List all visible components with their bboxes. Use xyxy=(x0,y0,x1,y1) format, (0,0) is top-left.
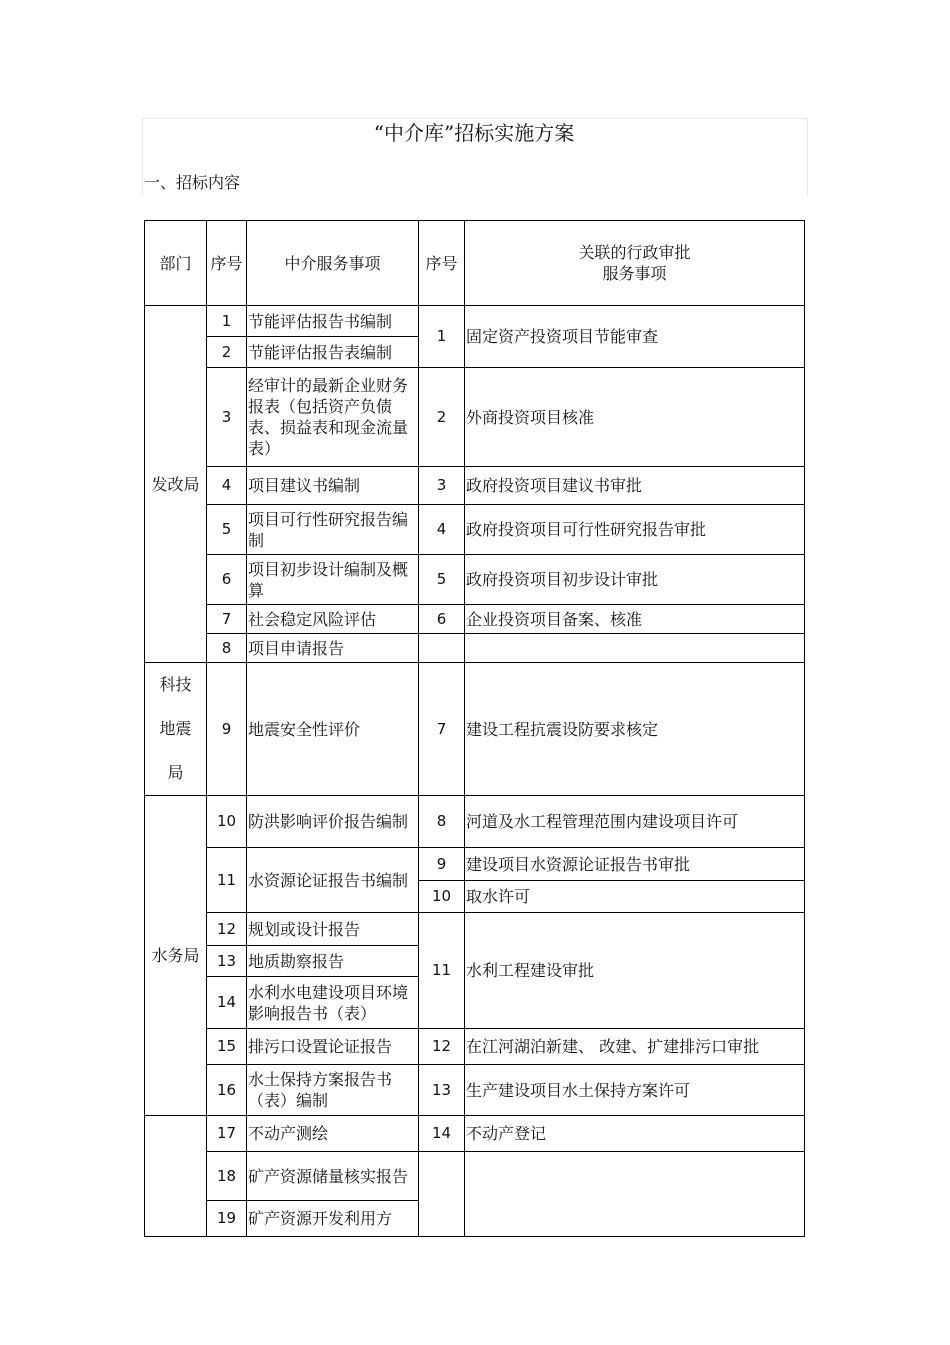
service-number: 14 xyxy=(207,977,247,1029)
approval-item: 政府投资项目建议书审批 xyxy=(465,467,805,505)
service-number: 10 xyxy=(207,796,247,848)
approval-number: 8 xyxy=(419,796,465,848)
dept-cell: 发改局 xyxy=(145,306,207,663)
service-number: 2 xyxy=(207,337,247,368)
service-item: 节能评估报告书编制 xyxy=(247,306,419,337)
service-table xyxy=(144,220,805,1237)
approval-number: 9 xyxy=(419,848,465,881)
approval-item: 外商投资项目核准 xyxy=(465,368,805,467)
approval-item: 政府投资项目可行性研究报告审批 xyxy=(465,505,805,555)
service-item: 矿产资源储量核实报告 xyxy=(247,1152,419,1201)
service-item: 地质勘察报告 xyxy=(247,946,419,977)
approval-item-empty xyxy=(465,1152,805,1237)
service-number: 17 xyxy=(207,1116,247,1152)
service-item: 经审计的最新企业财务报表（包括资产负债表、损益表和现金流量表） xyxy=(247,368,419,467)
table-row xyxy=(145,1029,805,1065)
approval-number: 12 xyxy=(419,1029,465,1065)
table-row xyxy=(145,848,805,881)
section-heading: 一、招标内容 xyxy=(144,173,241,192)
service-number: 12 xyxy=(207,913,247,946)
service-item: 不动产测绘 xyxy=(247,1116,419,1152)
approval-item: 建设项目水资源论证报告书审批 xyxy=(465,848,805,881)
header-approval xyxy=(465,221,805,306)
approval-item: 企业投资项目备案、核准 xyxy=(465,605,805,634)
table-row xyxy=(145,605,805,634)
service-item: 防洪影响评价报告编制 xyxy=(247,796,419,848)
service-item: 项目申请报告 xyxy=(247,634,419,663)
table-row xyxy=(145,663,805,796)
service-number: 9 xyxy=(207,663,247,796)
service-item: 项目建议书编制 xyxy=(247,467,419,505)
dept-name-line1: 科技 xyxy=(159,675,192,694)
approval-item: 河道及水工程管理范围内建设项目许可 xyxy=(465,796,805,848)
table-row xyxy=(145,1152,805,1201)
service-number: 7 xyxy=(207,605,247,634)
approval-number-empty xyxy=(419,1152,465,1237)
header-service: 中介服务事项 xyxy=(247,221,419,306)
service-number: 3 xyxy=(207,368,247,467)
service-number: 5 xyxy=(207,505,247,555)
approval-number: 4 xyxy=(419,505,465,555)
table-row xyxy=(145,555,805,605)
approval-item: 不动产登记 xyxy=(465,1116,805,1152)
service-item: 规划或设计报告 xyxy=(247,913,419,946)
approval-number: 13 xyxy=(419,1065,465,1116)
service-item: 水土保持方案报告书（表）编制 xyxy=(247,1065,419,1116)
approval-number: 3 xyxy=(419,467,465,505)
table-row xyxy=(145,796,805,848)
approval-item-empty xyxy=(465,634,805,663)
approval-item: 取水许可 xyxy=(465,881,805,913)
header-dept: 部门 xyxy=(145,221,207,306)
approval-number: 1 xyxy=(419,306,465,368)
header-seq-2: 序号 xyxy=(419,221,465,306)
approval-number: 7 xyxy=(419,663,465,796)
service-number: 13 xyxy=(207,946,247,977)
table-row xyxy=(145,368,805,467)
service-number: 11 xyxy=(207,848,247,913)
service-number: 15 xyxy=(207,1029,247,1065)
approval-number-empty xyxy=(419,634,465,663)
table-row xyxy=(145,306,805,337)
approval-number: 10 xyxy=(419,881,465,913)
header-seq: 序号 xyxy=(207,221,247,306)
service-number: 16 xyxy=(207,1065,247,1116)
dept-cell: 水务局 xyxy=(145,796,207,1116)
service-item: 水资源论证报告书编制 xyxy=(247,848,419,913)
approval-item: 建设工程抗震设防要求核定 xyxy=(465,663,805,796)
service-item: 节能评估报告表编制 xyxy=(247,337,419,368)
dept-cell-empty xyxy=(145,1116,207,1237)
service-number: 4 xyxy=(207,467,247,505)
service-item: 排污口设置论证报告 xyxy=(247,1029,419,1065)
service-number: 18 xyxy=(207,1152,247,1201)
document-title: “中介库”招标实施方案 xyxy=(373,121,575,145)
approval-item: 固定资产投资项目节能审查 xyxy=(465,306,805,368)
table-row xyxy=(145,913,805,946)
approval-item: 政府投资项目初步设计审批 xyxy=(465,555,805,605)
dept-name-line2: 地震 xyxy=(159,719,192,738)
service-item: 矿产资源开发利用方 xyxy=(247,1201,419,1237)
approval-number: 5 xyxy=(419,555,465,605)
table-row xyxy=(145,634,805,663)
service-number: 8 xyxy=(207,634,247,663)
approval-number: 6 xyxy=(419,605,465,634)
approval-item: 在江河湖泊新建、 改建、扩建排污口审批 xyxy=(465,1029,805,1065)
header-approval-line2: 服务事项 xyxy=(602,264,667,283)
dept-cell xyxy=(145,663,207,796)
service-item: 水利水电建设项目环境影响报告书（表） xyxy=(247,977,419,1029)
approval-number: 11 xyxy=(419,913,465,1029)
approval-item: 生产建设项目水土保持方案许可 xyxy=(465,1065,805,1116)
service-item: 社会稳定风险评估 xyxy=(247,605,419,634)
service-item: 地震安全性评价 xyxy=(247,663,419,796)
service-number: 1 xyxy=(207,306,247,337)
table-row xyxy=(145,1116,805,1152)
approval-number: 14 xyxy=(419,1116,465,1152)
approval-item: 水利工程建设审批 xyxy=(465,913,805,1029)
service-item: 项目初步设计编制及概算 xyxy=(247,555,419,605)
table-row xyxy=(145,1065,805,1116)
header-approval-line1: 关联的行政审批 xyxy=(578,243,691,262)
dept-name-line3: 局 xyxy=(167,763,184,782)
table-row xyxy=(145,505,805,555)
table-header-row xyxy=(145,221,805,306)
service-number: 6 xyxy=(207,555,247,605)
approval-number: 2 xyxy=(419,368,465,467)
table-row xyxy=(145,467,805,505)
service-number: 19 xyxy=(207,1201,247,1237)
service-item: 项目可行性研究报告编制 xyxy=(247,505,419,555)
